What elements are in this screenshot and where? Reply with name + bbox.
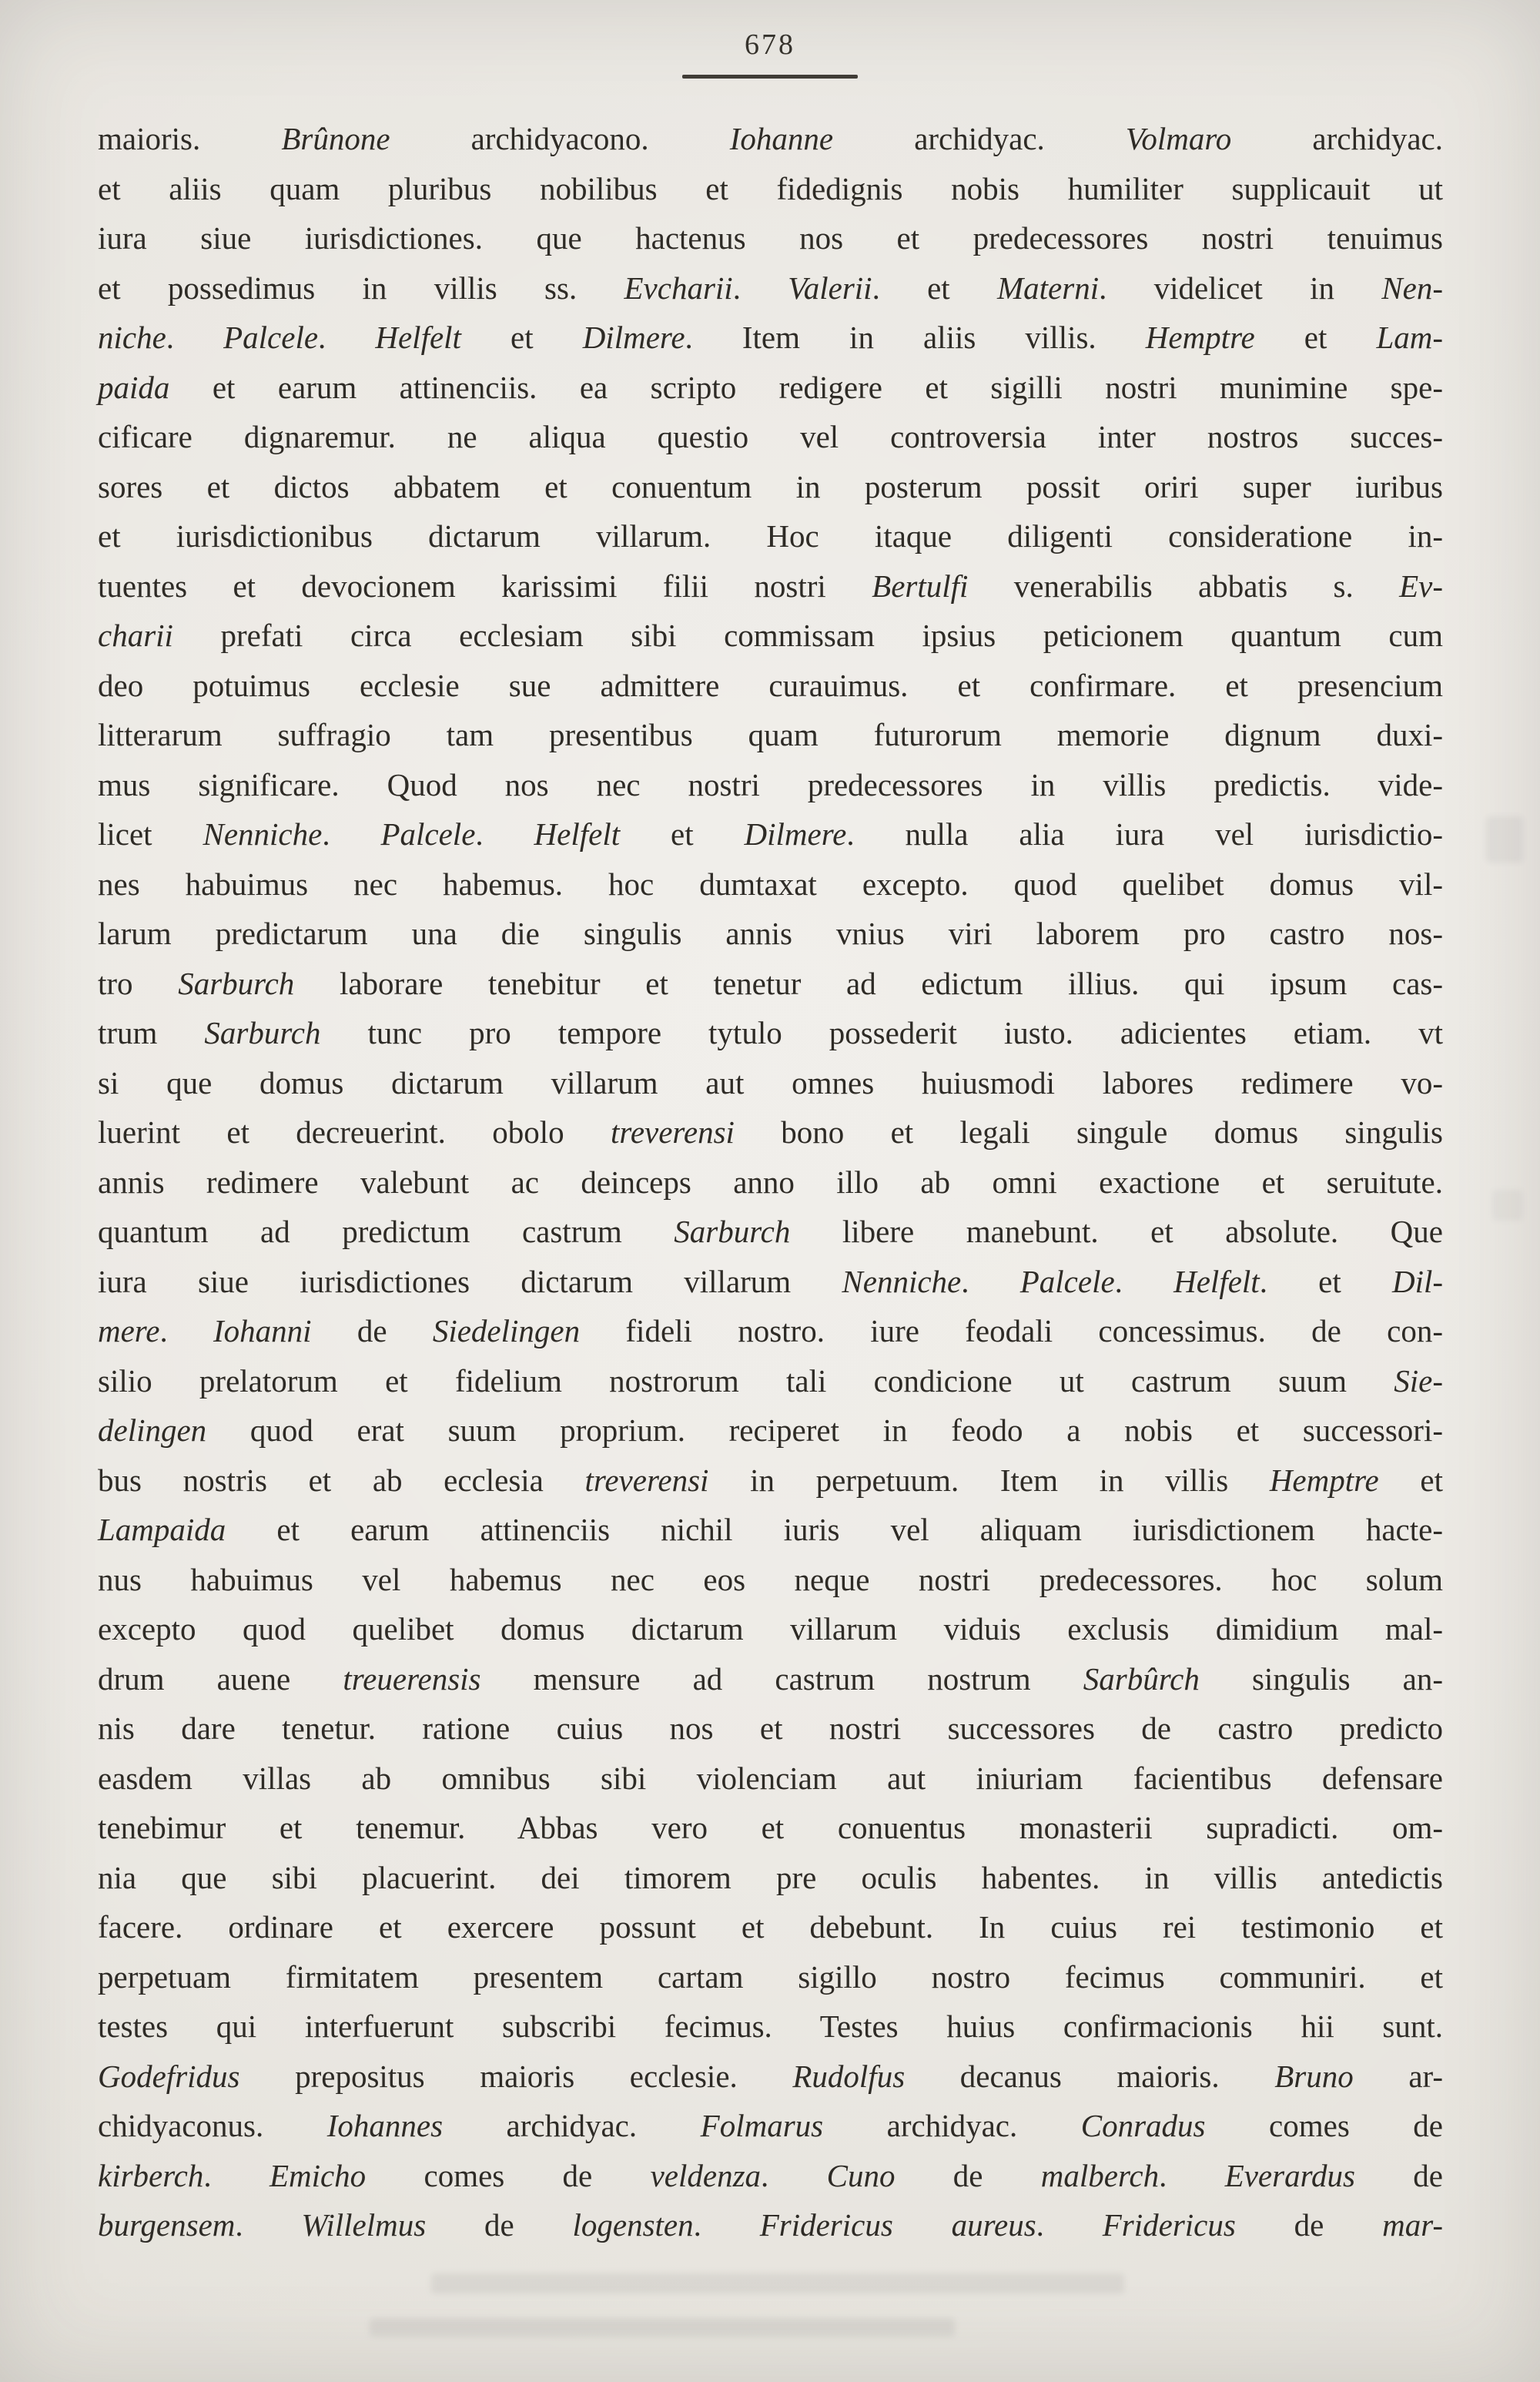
proper-name-italic: treverensi [584,1462,709,1498]
proper-name-italic: kirberch [98,2157,204,2193]
text-run: archidyac. [823,2108,1081,2143]
proper-name-italic: mar- [1382,2207,1444,2243]
text-run: testes qui interfuerunt subscribi fecimus. Testes huius confirmacionis hii sunt. [98,2008,1443,2044]
text-run: iura siue iurisdictiones. que hactenus nos et predecessores nostri tenuimus [98,220,1443,256]
text-line [98,1058,1443,1108]
proper-name-italic: Dilmere [582,320,685,355]
text-run: decanus maioris. [905,2058,1275,2094]
text-run: et [1254,320,1377,355]
text-run: nia que sibi placuerint. dei timorem pre oculis habentes. in villis antedictis [98,1859,1443,1895]
text-line [98,412,1443,462]
proper-name-italic: Iohannes [326,2108,444,2143]
text-run: archidyac. [833,121,1126,156]
text-run: . [159,1313,213,1348]
text-run: drum auene [98,1660,343,1697]
text-line [98,2052,1443,2102]
proper-name-italic: Hemptre [1145,320,1255,355]
text-run: et earum attinenciis. ea scripto redigere et sigilli nostri munimine spe- [169,369,1443,405]
proper-name-italic: paida [98,369,170,405]
proper-name-italic: Sie- [1394,1362,1443,1399]
text-run: maioris. [98,121,282,156]
text-run: . et [1259,1263,1392,1299]
text-run: facere. ordinare et exercere possunt et debebunt. In cuius rei testimonio et [98,1909,1443,1945]
text-run: singulis an- [1199,1660,1444,1697]
bleed-through-artifact [1486,816,1523,863]
text-run: ar- [1353,2058,1444,2094]
proper-name-italic: Lam- [1376,320,1444,355]
text-run: . [961,1263,1020,1299]
proper-name-italic: Palcele [380,816,476,852]
proper-name-italic: mere [98,1313,160,1348]
text-line [98,1257,1443,1307]
text-run: . nulla alia iura vel iurisdictio- [846,816,1444,852]
text-run: comes de [366,2157,651,2193]
text-line [98,1356,1443,1406]
proper-name-italic: Sarbûrch [1083,1660,1200,1697]
text-line [98,462,1443,512]
text-run: archidyac. [1231,121,1443,156]
text-run: nes habuimus nec habemus. hoc dumtaxat excepto. quod quelibet domus vil- [98,866,1443,902]
text-line [98,1456,1443,1506]
text-run: litterarum suffragio tam presentibus quam futurorum memorie dignum duxi- [98,717,1443,752]
text-run: . [203,2157,270,2193]
proper-name-italic: Siedelingen [432,1313,581,1348]
proper-name-italic: Folmarus [700,2108,824,2143]
text-line [98,1405,1443,1456]
text-run: et iurisdictionibus dictarum villarum. Hoc itaque diligenti consideratione in- [98,518,1443,554]
proper-name-italic: Nenniche [203,816,323,852]
bleed-through-artifact [370,2318,955,2337]
text-run: de [311,1313,433,1348]
text-run: iura siue iurisdictiones dictarum villarum [98,1263,842,1299]
text-run: tenebimur et tenemur. Abbas vero et conuentus monasterii supradicti. om- [98,1810,1443,1845]
proper-name-italic: Hemptre [1269,1462,1379,1498]
proper-name-italic: treuerensis [343,1660,481,1697]
bleed-through-artifact [431,2273,1124,2293]
text-run: et [1378,1462,1443,1498]
text-run: de [1235,2207,1383,2243]
text-run: et earum attinenciis nichil iuris vel aliquam iurisdictionem hacte- [226,1512,1443,1547]
text-run: prepositus maioris ecclesie. [239,2058,793,2094]
text-line [98,909,1443,959]
text-run: quod erat suum proprium. reciperet in feodo a nobis et successori- [206,1412,1443,1448]
proper-name-italic: Willelmus [301,2207,427,2243]
proper-name-italic: Dil- [1391,1263,1444,1299]
bleed-through-artifact [1492,1190,1523,1221]
proper-name-italic: charii [98,618,173,653]
proper-name-italic: Materni [997,270,1100,306]
text-line [98,809,1443,859]
text-run: easdem villas ab omnibus sibi violenciam aut iniuriam facientibus defensare [98,1760,1443,1796]
text-run: archidyac. [443,2108,701,2143]
text-run: nis dare tenetur. ratione cuius nos et nostri successores de castro predicto [98,1710,1443,1746]
text-run: de [426,2207,573,2243]
text-run: in perpetuum. Item in villis [708,1462,1270,1498]
text-line [98,611,1443,661]
text-line [98,710,1443,760]
proper-name-italic: Helfelt [534,816,621,852]
text-run: archidyacono. [390,121,730,156]
text-run: libere manebunt. et absolute. Que [790,1214,1443,1249]
text-line [98,1654,1443,1704]
text-line [98,2151,1443,2201]
text-line [98,1505,1443,1555]
proper-name-italic: Bruno [1274,2058,1354,2094]
proper-name-italic: logensten [572,2207,694,2243]
proper-name-italic: Emicho [269,2157,367,2193]
proper-name-italic: Helfelt [375,320,461,355]
text-line [98,1902,1443,1952]
proper-name-italic: Sarburch [204,1015,321,1050]
text-run: mus significare. Quod nos nec nostri predecessores in villis predictis. vide- [98,766,1443,802]
text-run: . [318,320,376,355]
proper-name-italic: Everardus [1224,2157,1355,2193]
proper-name-italic: delingen [98,1412,207,1448]
text-run: si que domus dictarum villarum aut omnes huiusmodi labores redimere vo- [98,1064,1443,1101]
text-run: et aliis quam pluribus nobilibus et fidedignis nobis humiliter supplicauit ut [98,170,1443,206]
text-run: bono et legali singule domus singulis [734,1114,1443,1150]
text-line [98,213,1443,263]
text-line [98,959,1443,1009]
text-line [98,1704,1443,1754]
text-run: . [475,816,534,852]
proper-name-italic: Fridericus [1102,2207,1236,2243]
proper-name-italic: Palcele [1019,1263,1115,1299]
proper-name-italic: Fridericus aureus [759,2207,1036,2243]
text-line [98,859,1443,910]
proper-name-italic: Sarburch [674,1214,791,1249]
text-run: trum [98,1015,205,1050]
proper-name-italic: Cuno [826,2157,896,2193]
text-run: deo potuimus ecclesie sue admittere curauimus. et confirmare. et presencium [98,667,1443,703]
text-line [98,114,1443,164]
text-run: et [460,320,583,355]
text-run: . [235,2207,302,2243]
text-run: tro [98,965,179,1001]
text-run: . [693,2207,760,2243]
proper-name-italic: Nenniche [842,1263,962,1299]
text-line [98,1306,1443,1356]
charter-text-block [98,114,1443,2250]
text-line [98,1952,1443,2002]
text-run: . videlicet in [1099,270,1382,306]
proper-name-italic: veldenza [650,2157,762,2193]
text-run: laborare tenebitur et tenetur ad edictum illius. qui ipsum cas- [294,965,1444,1001]
proper-name-italic: Evcharii [624,270,733,306]
text-run: venerabilis abbatis s. [968,568,1400,604]
proper-name-italic: Godefridus [98,2058,240,2094]
text-run: chidyaconus. [98,2108,327,2143]
text-line [98,2200,1443,2250]
text-run: excepto quod quelibet domus dictarum villarum viduis exclusis dimidium mal- [98,1611,1443,1647]
text-line [98,1853,1443,1903]
proper-name-italic: Bertulfi [872,568,969,604]
text-line [98,1207,1443,1257]
text-run: et [620,816,745,852]
text-line [98,760,1443,810]
text-run: fideli nostro. iure feodali concessimus. de con- [580,1313,1444,1348]
text-run: tunc pro tempore tytulo possederit iusto. adicientes etiam. vt [320,1015,1443,1050]
text-line [98,511,1443,561]
text-run: silio prelatorum et fidelium nostrorum tali condicione ut castrum suum [98,1362,1394,1399]
text-line [98,661,1443,711]
text-run: . [1036,2207,1103,2243]
text-line [98,2101,1443,2151]
text-run: bus nostris et ab ecclesia [98,1462,585,1498]
text-run: de [895,2157,1041,2193]
text-run: prefati circa ecclesiam sibi commissam ipsius peticionem quantum cum [172,618,1443,653]
text-run: . [732,270,788,306]
proper-name-italic: burgensem [98,2207,236,2243]
text-run: nus habuimus vel habemus nec eos neque nostri predecessores. hoc solum [98,1561,1443,1597]
text-line [98,561,1443,611]
page-number-rule [682,75,858,79]
proper-name-italic: Valerii [788,270,872,306]
text-line [98,1555,1443,1605]
proper-name-italic: Volmaro [1125,121,1232,156]
text-run: cificare dignaremur. ne aliqua questio vel controversia inter nostros succes- [98,419,1443,454]
proper-name-italic: Nen- [1381,270,1443,306]
text-run: . et [872,270,997,306]
proper-name-italic: Ev- [1399,568,1443,604]
text-line [98,1157,1443,1208]
text-run: sores et dictos abbatem et conuentum in posterum possit oriri super iuribus [98,468,1443,504]
proper-name-italic: Brûnone [281,121,390,156]
text-run: annis redimere valebunt ac deinceps anno illo ab omni exactione et seruitute. [98,1164,1443,1200]
proper-name-italic: malberch [1040,2157,1160,2193]
text-line [98,363,1443,413]
text-run: mensure ad castrum nostrum [480,1660,1083,1697]
proper-name-italic: treverensi [611,1114,735,1150]
text-line [98,1008,1443,1058]
text-run: luerint et decreuerint. obolo [98,1114,611,1150]
proper-name-italic: Palcele [223,320,319,355]
text-run: . Item in aliis villis. [685,320,1146,355]
page-number: 678 [745,28,795,61]
text-run: . [322,816,381,852]
text-run: . [1159,2157,1225,2193]
text-run: licet [98,816,203,852]
proper-name-italic: Sarburch [178,965,295,1001]
text-run: de [1354,2157,1443,2193]
proper-name-italic: Rudolfus [792,2058,906,2094]
proper-name-italic: Dilmere [744,816,847,852]
text-line [98,263,1443,313]
text-line [98,313,1443,363]
proper-name-italic: Lampaida [98,1512,226,1547]
proper-name-italic: Helfelt [1173,1263,1260,1299]
text-run: comes de [1205,2108,1443,2143]
proper-name-italic: Iohanni [213,1313,312,1348]
text-run: . [166,320,224,355]
text-line [98,1604,1443,1654]
proper-name-italic: Conradus [1080,2108,1206,2143]
text-run: . [761,2157,827,2193]
text-run: tuentes et devocionem karissimi filii nostri [98,568,872,604]
text-run: . [1114,1263,1174,1299]
text-run: quantum ad predictum castrum [98,1214,675,1249]
text-run: et possedimus in villis ss. [98,270,624,306]
proper-name-italic: Iohanne [729,121,834,156]
text-line [98,164,1443,214]
text-line [98,1107,1443,1157]
text-line [98,1754,1443,1804]
text-run: larum predictarum una die singulis annis vnius viri laborem pro castro nos- [98,916,1443,951]
text-run: perpetuam firmitatem presentem cartam sigillo nostro fecimus communiri. et [98,1958,1443,1995]
proper-name-italic: niche [98,320,166,355]
text-line [98,1803,1443,1853]
text-line [98,2002,1443,2052]
